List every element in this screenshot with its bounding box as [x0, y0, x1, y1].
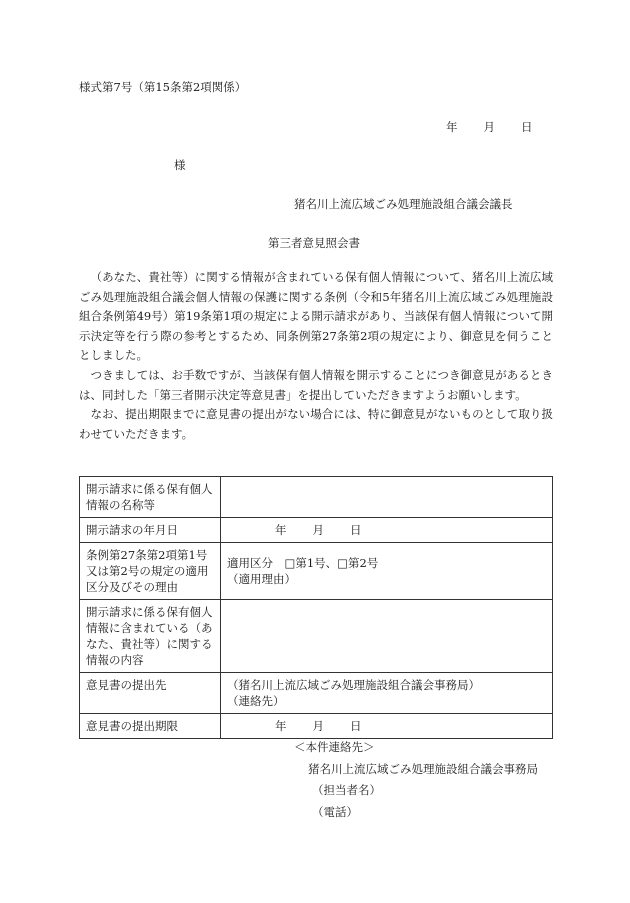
body-paragraph-2: つきましては、お手数ですが、当該保有個人情報を開示することにつき御意見があるときは、同封した「第三者開示決定等意見書」を提出していただきますようお願いします。 — [79, 367, 553, 402]
row-label-deadline: 意見書の提出期限 — [80, 714, 221, 739]
contact-heading: ＜本件連絡先＞ — [294, 740, 375, 754]
row-label-info-content: 開示請求に係る保有個人情報に含まれている（あなた、貴社等）に関する情報の内容 — [80, 600, 221, 673]
table-row — [80, 518, 553, 543]
table-row — [80, 673, 553, 714]
table-row — [80, 714, 553, 739]
sender: 猪名川上流広域ごみ処理施設組合議会議長 — [294, 197, 513, 211]
contact-phone: （電話） — [312, 804, 358, 819]
row-label-info-name: 開示請求に係る保有個人情報の名称等 — [80, 477, 221, 518]
request-date-year: 年 — [275, 523, 287, 537]
row-value-applicable-category — [221, 543, 553, 600]
request-date-day: 日 — [350, 523, 362, 537]
deadline-month: 月 — [312, 719, 324, 733]
row-value-deadline — [221, 714, 553, 739]
request-date-month: 月 — [312, 523, 324, 537]
contact-block — [294, 737, 538, 823]
row-value-request-date — [221, 518, 553, 543]
table-row — [80, 600, 553, 673]
contact-person: （担当者名） — [312, 783, 381, 797]
contact-office: 猪名川上流広域ごみ処理施設組合議会事務局 — [308, 761, 538, 776]
deadline-year: 年 — [275, 719, 287, 733]
body-text — [79, 268, 553, 444]
form-number: 様式第7号（第15条第2項関係） — [79, 80, 247, 94]
date-month: 月 — [483, 120, 495, 134]
addressee: 様 — [174, 158, 186, 172]
issue-date — [446, 122, 533, 134]
info-table — [79, 476, 553, 739]
body-paragraph-3: なお、提出期限までに意見書の提出がない場合には、特に御意見がないものとして取り扱わせていただきます。 — [79, 407, 553, 441]
row-label-submission-address: 意見書の提出先 — [80, 673, 221, 714]
body-paragraph-1: （あなた、貴社等）に関する情報が含まれている保有個人情報について、猪名川上流広域ごみ処理施設組合議会個人情報の保護に関する条例（令和5年猪名川上流広域ごみ処理施設組合条例第49号）第19条第1項の規定による開示請求があり、当該保有個人情報について開示決定等を行う際の参考とするため、同条例第27条第2項の規定により、御意見を伺うこととしました。 — [79, 270, 553, 363]
document-title: 第三者意見照会書 — [268, 236, 360, 250]
date-year: 年 — [446, 120, 458, 134]
row-label-applicable-category: 条例第27条第2項第1号又は第2号の規定の適用区分及びその理由 — [80, 543, 221, 600]
row-value-info-name — [221, 477, 553, 518]
row-value-info-content — [221, 600, 553, 673]
applicable-category-options: 適用区分 □第1号、□第2号 — [227, 556, 379, 570]
deadline-day: 日 — [350, 719, 362, 733]
submission-office: （猪名川上流広域ごみ処理施設組合議会事務局） — [227, 678, 480, 692]
date-day: 日 — [521, 120, 533, 134]
applicable-reason: （適用理由） — [227, 572, 296, 586]
row-label-request-date: 開示請求の年月日 — [80, 518, 221, 543]
row-value-submission-address — [221, 673, 553, 714]
table-row — [80, 477, 553, 518]
submission-contact: （連絡先） — [227, 694, 285, 708]
table-row — [80, 543, 553, 600]
